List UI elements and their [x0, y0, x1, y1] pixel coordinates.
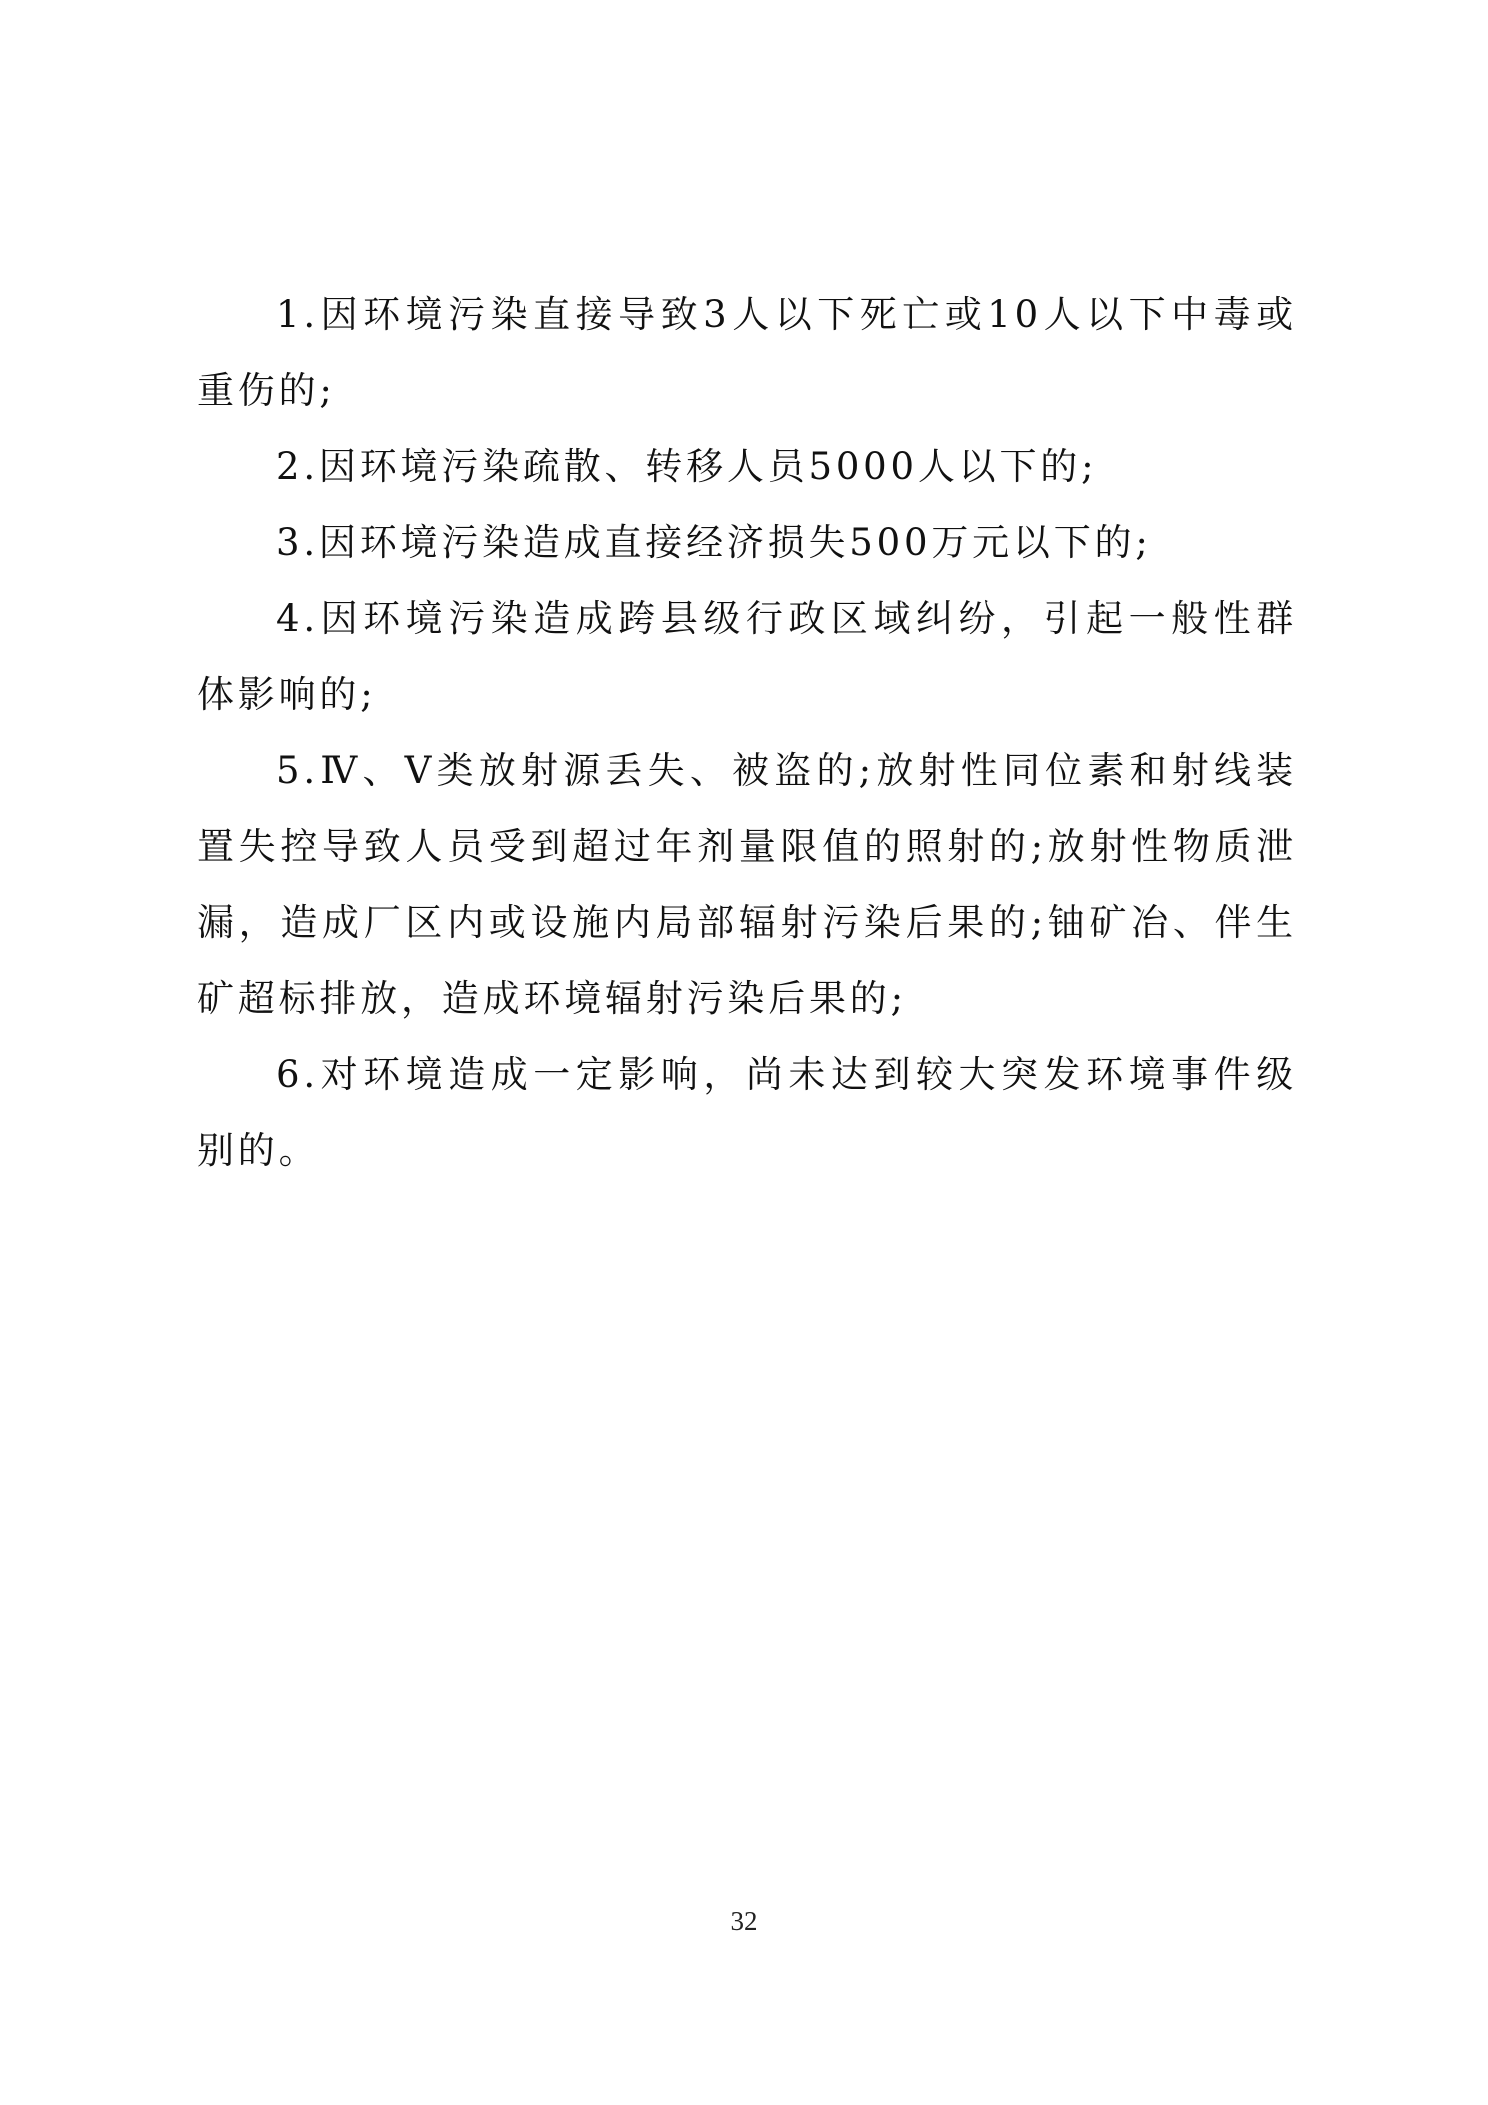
page-number: 32 — [730, 1906, 758, 1936]
paragraph-item-5: 5.Ⅳ、Ⅴ类放射源丢失、被盗的;放射性同位素和射线装置失控导致人员受到超过年剂量限值的照射的;放射性物质泄漏，造成厂区内或设施内局部辐射污染后果的;铀矿冶、伴生矿超标排放，造成环境辐射污染后果的; — [197, 749, 1297, 1020]
paragraph-item-6: 6.对环境造成一定影响，尚未达到较大突发环境事件级别的。 — [197, 1053, 1297, 1172]
document-body — [197, 277, 1297, 1189]
paragraph-item-3: 3.因环境污染造成直接经济损失500万元以下的; — [276, 521, 1152, 564]
paragraph-item-2: 2.因环境污染疏散、转移人员5000人以下的; — [276, 445, 1098, 488]
paragraph-item-1: 1.因环境污染直接导致3人以下死亡或10人以下中毒或重伤的; — [197, 293, 1297, 412]
paragraph-item-4: 4.因环境污染造成跨县级行政区域纠纷，引起一般性群体影响的; — [197, 597, 1297, 716]
